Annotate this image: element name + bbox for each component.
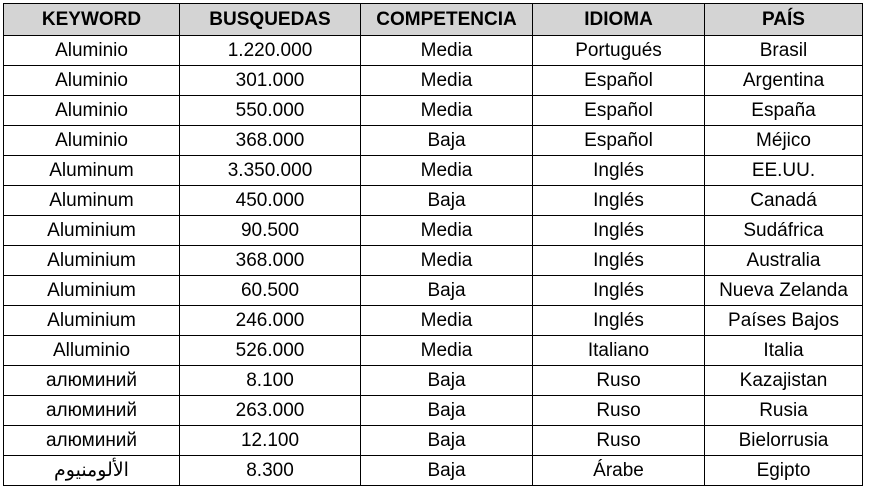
- idioma-cell: Español: [533, 126, 705, 156]
- pais-cell: Kazajistan: [705, 366, 863, 396]
- busquedas-cell: 526.000: [180, 336, 361, 366]
- header-idioma: IDIOMA: [533, 4, 705, 36]
- table-row: [4, 126, 863, 156]
- idioma-cell: Español: [533, 66, 705, 96]
- busquedas-cell: 8.300: [180, 456, 361, 486]
- competencia-cell: Baja: [361, 396, 533, 426]
- competencia-cell: Media: [361, 156, 533, 186]
- keyword-cell: Aluminum: [4, 186, 180, 216]
- busquedas-cell: 263.000: [180, 396, 361, 426]
- pais-cell: Australia: [705, 246, 863, 276]
- pais-cell: España: [705, 96, 863, 126]
- busquedas-cell: 8.100: [180, 366, 361, 396]
- table-row: [4, 96, 863, 126]
- busquedas-cell: 60.500: [180, 276, 361, 306]
- keyword-cell: Aluminium: [4, 216, 180, 246]
- pais-cell: EE.UU.: [705, 156, 863, 186]
- pais-cell: Canadá: [705, 186, 863, 216]
- competencia-cell: Media: [361, 36, 533, 66]
- busquedas-cell: 368.000: [180, 246, 361, 276]
- table-row: [4, 186, 863, 216]
- keyword-cell: الألومنيوم: [4, 456, 180, 486]
- keyword-cell: алюминий: [4, 426, 180, 456]
- pais-cell: Argentina: [705, 66, 863, 96]
- table-row: [4, 396, 863, 426]
- keyword-cell: Aluminio: [4, 66, 180, 96]
- table-row: [4, 276, 863, 306]
- busquedas-cell: 368.000: [180, 126, 361, 156]
- keyword-cell: Aluminum: [4, 156, 180, 186]
- header-competencia: COMPETENCIA: [361, 4, 533, 36]
- competencia-cell: Baja: [361, 426, 533, 456]
- busquedas-cell: 1.220.000: [180, 36, 361, 66]
- busquedas-cell: 90.500: [180, 216, 361, 246]
- keyword-cell: Aluminium: [4, 276, 180, 306]
- table-row: [4, 216, 863, 246]
- pais-cell: Rusia: [705, 396, 863, 426]
- competencia-cell: Media: [361, 96, 533, 126]
- idioma-cell: Inglés: [533, 216, 705, 246]
- idioma-cell: Inglés: [533, 306, 705, 336]
- table-row: [4, 306, 863, 336]
- table-row: [4, 336, 863, 366]
- keyword-cell: Alluminio: [4, 336, 180, 366]
- competencia-cell: Baja: [361, 366, 533, 396]
- competencia-cell: Media: [361, 66, 533, 96]
- pais-cell: Nueva Zelanda: [705, 276, 863, 306]
- competencia-cell: Media: [361, 306, 533, 336]
- table-row: [4, 156, 863, 186]
- pais-cell: Brasil: [705, 36, 863, 66]
- pais-cell: Bielorrusia: [705, 426, 863, 456]
- busquedas-cell: 3.350.000: [180, 156, 361, 186]
- table-row: [4, 246, 863, 276]
- idioma-cell: Ruso: [533, 366, 705, 396]
- competencia-cell: Baja: [361, 456, 533, 486]
- table-row: [4, 66, 863, 96]
- table-header: [4, 4, 863, 36]
- keyword-cell: Aluminio: [4, 96, 180, 126]
- competencia-cell: Baja: [361, 126, 533, 156]
- pais-cell: Italia: [705, 336, 863, 366]
- pais-cell: Méjico: [705, 126, 863, 156]
- competencia-cell: Media: [361, 216, 533, 246]
- competencia-cell: Baja: [361, 186, 533, 216]
- keyword-table: [3, 3, 863, 486]
- table-body: [4, 36, 863, 486]
- keyword-cell: Aluminium: [4, 306, 180, 336]
- busquedas-cell: 12.100: [180, 426, 361, 456]
- header-keyword: KEYWORD: [4, 4, 180, 36]
- table-row: [4, 426, 863, 456]
- keyword-cell: Aluminium: [4, 246, 180, 276]
- idioma-cell: Inglés: [533, 186, 705, 216]
- keyword-cell: алюминий: [4, 366, 180, 396]
- table-row: [4, 36, 863, 66]
- idioma-cell: Inglés: [533, 276, 705, 306]
- competencia-cell: Media: [361, 246, 533, 276]
- idioma-cell: Español: [533, 96, 705, 126]
- idioma-cell: Ruso: [533, 396, 705, 426]
- header-busquedas: BUSQUEDAS: [180, 4, 361, 36]
- busquedas-cell: 301.000: [180, 66, 361, 96]
- header-row: [4, 4, 863, 36]
- idioma-cell: Ruso: [533, 426, 705, 456]
- keyword-cell: Aluminio: [4, 126, 180, 156]
- busquedas-cell: 246.000: [180, 306, 361, 336]
- pais-cell: Egipto: [705, 456, 863, 486]
- pais-cell: Países Bajos: [705, 306, 863, 336]
- keyword-cell: Aluminio: [4, 36, 180, 66]
- idioma-cell: Italiano: [533, 336, 705, 366]
- busquedas-cell: 450.000: [180, 186, 361, 216]
- keyword-cell: алюминий: [4, 396, 180, 426]
- table-row: [4, 456, 863, 486]
- busquedas-cell: 550.000: [180, 96, 361, 126]
- idioma-cell: Inglés: [533, 246, 705, 276]
- table-row: [4, 366, 863, 396]
- competencia-cell: Media: [361, 336, 533, 366]
- idioma-cell: Inglés: [533, 156, 705, 186]
- pais-cell: Sudáfrica: [705, 216, 863, 246]
- idioma-cell: Árabe: [533, 456, 705, 486]
- idioma-cell: Portugués: [533, 36, 705, 66]
- header-pais: PAÍS: [705, 4, 863, 36]
- competencia-cell: Baja: [361, 276, 533, 306]
